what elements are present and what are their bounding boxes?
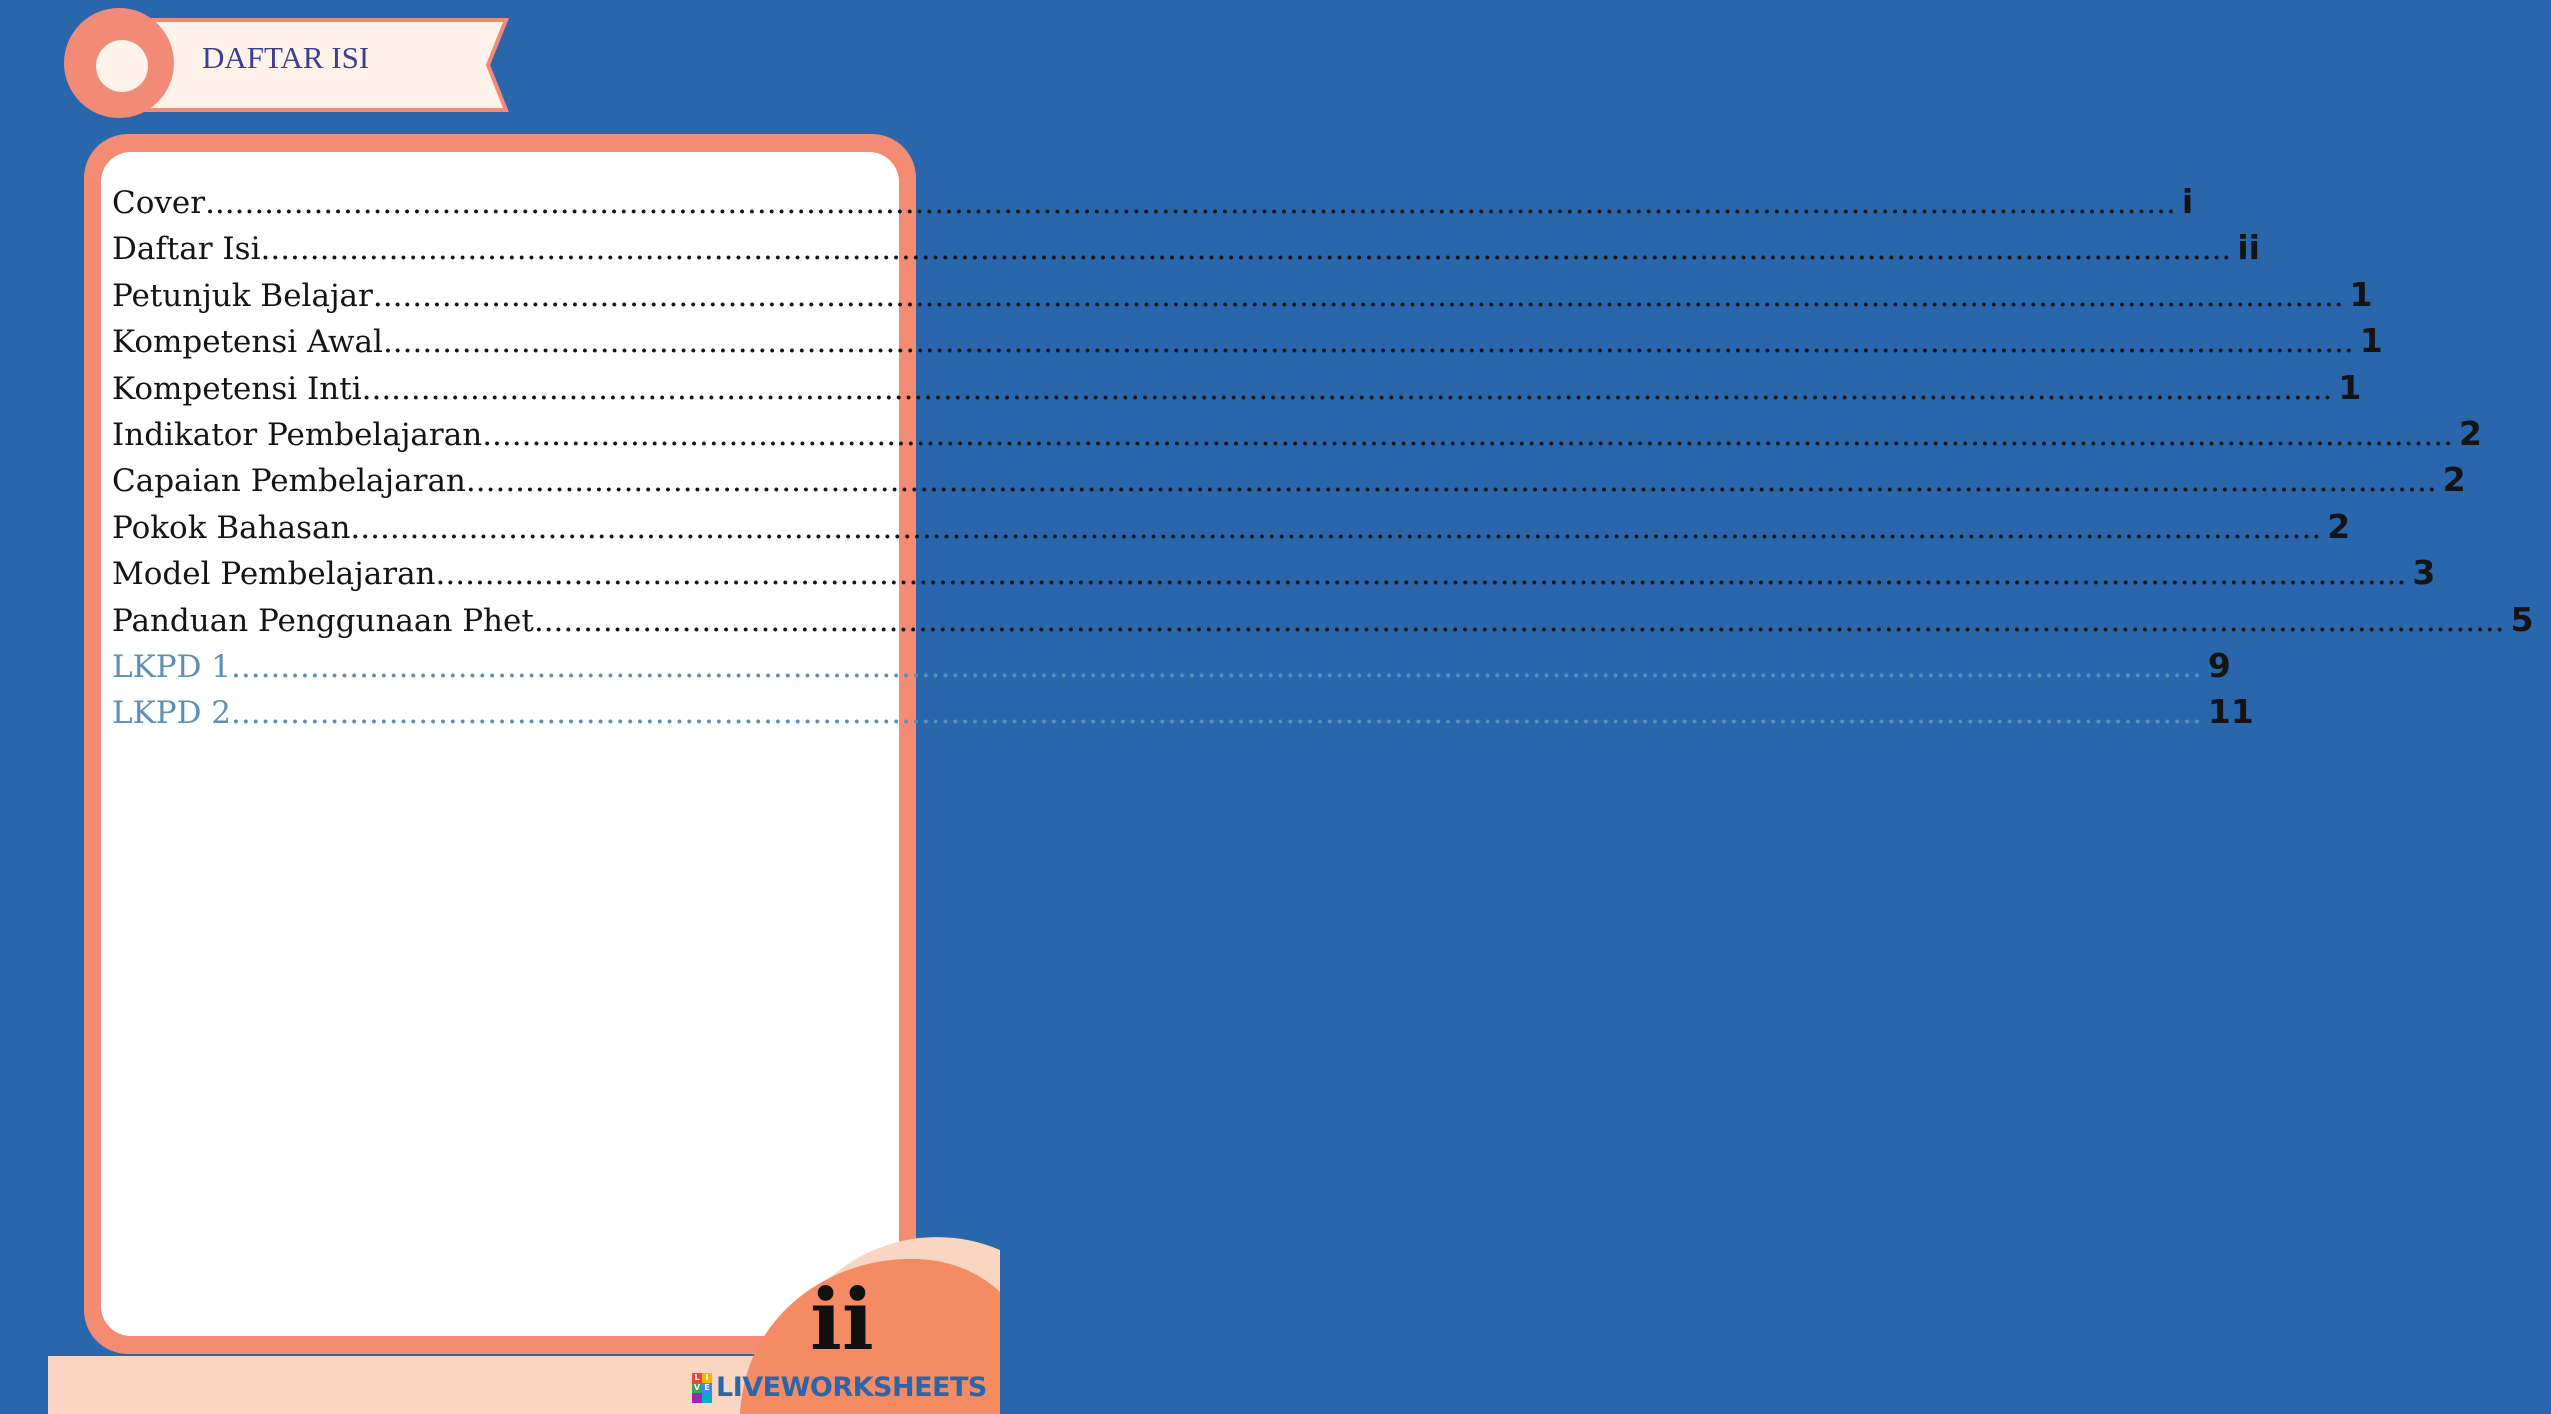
toc-link-label[interactable]: LKPD 1 [112,648,232,685]
page-title: DAFTAR ISI [202,40,370,75]
toc-leader-dots: ........................................................................................................................................................................................................ [435,556,2407,593]
logo-cell [702,1393,712,1403]
toc-row-kompetensi-awal[interactable] [112,321,2383,367]
liveworksheets-brand[interactable] [692,1372,987,1403]
toc-link-label[interactable]: LKPD 2 [112,695,232,732]
toc-row-model-pembelajaran[interactable] [112,553,2436,599]
title-banner [120,18,510,112]
toc-leader-dots: ........................................................................................................................................................................................................ [465,463,2437,500]
logo-cell: E [702,1383,712,1393]
toc-label: Kompetensi Inti [112,370,362,407]
circle-ornament [64,8,174,118]
toc-leader-dots: ........................................................................................................................................................................................................ [361,370,2333,407]
toc-label: Pokok Bahasan [112,509,351,546]
toc-page-number: ii [2237,228,2260,268]
toc-label: Indikator Pembelajaran [112,416,483,453]
toc-page-number: 1 [2338,367,2362,407]
toc-row-indikator-pembelajaran[interactable] [112,413,2482,460]
toc-leader-dots: ........................................................................................................................................................................................................ [350,509,2322,546]
toc-row-kompetensi-inti[interactable] [112,367,2362,414]
toc-leader-dots: ........................................................................................................................................................................................................ [205,185,2176,221]
liveworksheets-logo-icon [692,1373,712,1403]
toc-row-capaian-pembelajaran[interactable] [112,460,2466,506]
brand-text: LIVEWORKSHEETS [716,1372,987,1403]
toc-row-daftar-isi[interactable] [112,228,2260,274]
toc-leader-dots: ........................................................................................................................................................................................................ [231,695,2202,732]
table-of-contents [112,182,2534,739]
page-number: ii [810,1270,874,1369]
toc-row-pokok-bahasan[interactable] [112,506,2351,553]
toc-leader-dots: ........................................................................................................................................................................................................ [482,416,2453,453]
toc-label: Capaian Pembelajaran [112,463,466,500]
toc-row-cover[interactable] [112,182,2194,228]
toc-page-number: 1 [2349,274,2373,314]
logo-cell [692,1393,702,1403]
toc-page-number: 11 [2207,692,2254,732]
toc-label: Cover [112,185,206,221]
toc-page-number: 9 [2207,645,2231,685]
toc-label: Petunjuk Belajar [112,277,373,314]
toc-label: Kompetensi Awal [112,324,383,361]
circle-ornament-inner [96,40,148,92]
toc-page-number: i [2181,182,2194,221]
toc-page-number: 2 [2327,506,2351,546]
toc-leader-dots: ........................................................................................................................................................................................................ [260,231,2232,268]
logo-cell: V [693,1382,701,1392]
toc-row-panduan-penggunaan-phet[interactable] [112,599,2534,646]
toc-row-lkpd-2[interactable] [112,692,2254,738]
logo-cell: I [702,1373,712,1383]
toc-page-number: 2 [2442,460,2466,500]
toc-leader-dots: ........................................................................................................................................................................................................ [382,324,2354,361]
toc-leader-dots: ........................................................................................................................................................................................................ [372,277,2344,314]
toc-label: Daftar Isi [112,231,261,268]
toc-label: Panduan Penggunaan Phet [112,602,534,639]
toc-page-number: 5 [2510,599,2534,639]
bottom-strip [48,1356,768,1414]
toc-row-lkpd-1[interactable] [112,645,2231,692]
toc-page-number: 3 [2412,553,2436,593]
toc-page-number: 1 [2359,321,2383,361]
logo-cell: L [692,1373,702,1383]
toc-page-number: 2 [2459,413,2482,453]
toc-row-petunjuk-belajar[interactable] [112,274,2373,321]
toc-leader-dots: ........................................................................................................................................................................................................ [533,602,2505,639]
toc-leader-dots: ........................................................................................................................................................................................................ [231,648,2202,685]
toc-label: Model Pembelajaran [112,556,436,593]
